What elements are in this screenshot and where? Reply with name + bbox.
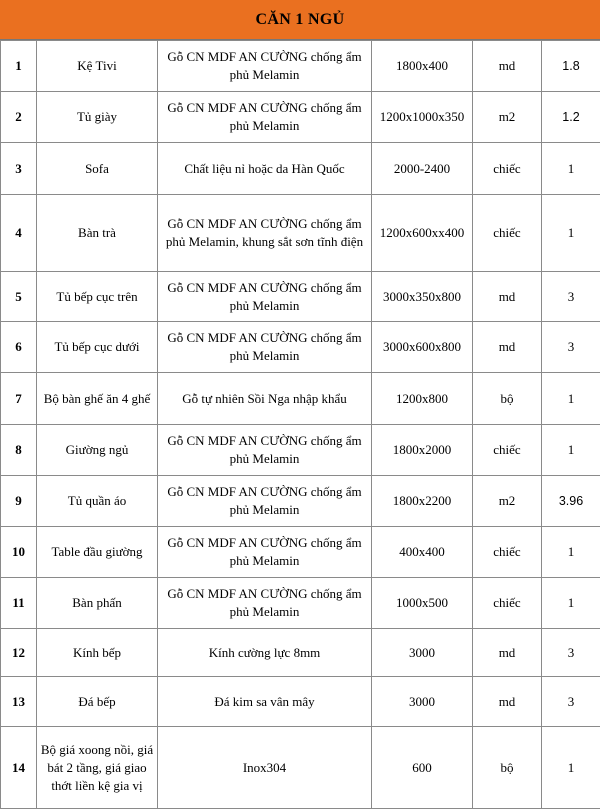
table-row — [1, 629, 600, 677]
row-number: 3 — [1, 143, 37, 195]
table-row — [1, 425, 600, 476]
unit-cell: md — [473, 322, 542, 373]
quantity-cell: 1 — [542, 727, 600, 809]
material-cell: Gỗ CN MDF AN CƯỜNG chống ẩm phủ Melamin — [158, 527, 372, 578]
table-row — [1, 677, 600, 727]
item-name: Kính bếp — [37, 629, 158, 677]
material-cell: Gỗ CN MDF AN CƯỜNG chống ẩm phủ Melamin — [158, 322, 372, 373]
table-row — [1, 92, 600, 143]
row-number: 10 — [1, 527, 37, 578]
row-number: 7 — [1, 373, 37, 425]
unit-cell: chiếc — [473, 143, 542, 195]
quantity-cell: 3 — [542, 677, 600, 727]
unit-cell: bộ — [473, 727, 542, 809]
material-cell: Gỗ CN MDF AN CƯỜNG chống ẩm phủ Melamin — [158, 272, 372, 322]
unit-cell: md — [473, 677, 542, 727]
quantity-cell: 1 — [542, 425, 600, 476]
size-cell: 600 — [372, 727, 473, 809]
unit-cell: bộ — [473, 373, 542, 425]
row-number: 14 — [1, 727, 37, 809]
quantity-cell: 3 — [542, 322, 600, 373]
material-cell: Gỗ CN MDF AN CƯỜNG chống ẩm phủ Melamin, khung sắt sơn tĩnh điện — [158, 195, 372, 272]
table-row — [1, 143, 600, 195]
item-name: Giường ngủ — [37, 425, 158, 476]
item-name: Tủ giày — [37, 92, 158, 143]
quantity-cell: 3 — [542, 629, 600, 677]
row-number: 8 — [1, 425, 37, 476]
table-row — [1, 41, 600, 92]
size-cell: 1200x800 — [372, 373, 473, 425]
table-row — [1, 727, 600, 809]
quantity-cell: 1 — [542, 527, 600, 578]
row-number: 9 — [1, 476, 37, 527]
quantity-cell: 1 — [542, 578, 600, 629]
size-cell: 3000x600x800 — [372, 322, 473, 373]
unit-cell: m2 — [473, 476, 542, 527]
sheet-title: CĂN 1 NGỦ — [0, 0, 600, 40]
quantity-cell: 1 — [542, 143, 600, 195]
size-cell: 3000 — [372, 677, 473, 727]
item-name: Kệ Tivi — [37, 41, 158, 92]
row-number: 4 — [1, 195, 37, 272]
size-cell: 1200x600xx400 — [372, 195, 473, 272]
material-cell: Kính cường lực 8mm — [158, 629, 372, 677]
size-cell: 1000x500 — [372, 578, 473, 629]
item-name: Bàn trà — [37, 195, 158, 272]
table-row — [1, 373, 600, 425]
item-name: Table đầu giường — [37, 527, 158, 578]
furniture-table — [0, 40, 600, 809]
material-cell: Gỗ CN MDF AN CƯỜNG chống ẩm phủ Melamin — [158, 425, 372, 476]
unit-cell: chiếc — [473, 527, 542, 578]
unit-cell: chiếc — [473, 578, 542, 629]
row-number: 6 — [1, 322, 37, 373]
material-cell: Gỗ CN MDF AN CƯỜNG chống ẩm phủ Melamin — [158, 476, 372, 527]
quantity-cell: 1.8 — [542, 41, 600, 92]
item-name: Tủ bếp cục trên — [37, 272, 158, 322]
unit-cell: md — [473, 272, 542, 322]
item-name: Tủ quần áo — [37, 476, 158, 527]
size-cell: 400x400 — [372, 527, 473, 578]
material-cell: Gỗ CN MDF AN CƯỜNG chống ẩm phủ Melamin — [158, 578, 372, 629]
size-cell: 1800x2000 — [372, 425, 473, 476]
row-number: 12 — [1, 629, 37, 677]
table-row — [1, 195, 600, 272]
material-cell: Đá kim sa vân mây — [158, 677, 372, 727]
size-cell: 1200x1000x350 — [372, 92, 473, 143]
row-number: 1 — [1, 41, 37, 92]
unit-cell: m2 — [473, 92, 542, 143]
material-cell: Gỗ CN MDF AN CƯỜNG chống ẩm phủ Melamin — [158, 92, 372, 143]
material-cell: Inox304 — [158, 727, 372, 809]
material-cell: Chất liệu nỉ hoặc da Hàn Quốc — [158, 143, 372, 195]
quantity-cell: 3.96 — [542, 476, 600, 527]
item-name: Bộ bàn ghế ăn 4 ghế — [37, 373, 158, 425]
unit-cell: md — [473, 41, 542, 92]
item-name: Tủ bếp cục dưới — [37, 322, 158, 373]
table-row — [1, 476, 600, 527]
size-cell: 3000x350x800 — [372, 272, 473, 322]
size-cell: 2000-2400 — [372, 143, 473, 195]
quantity-cell: 1.2 — [542, 92, 600, 143]
quantity-cell: 1 — [542, 195, 600, 272]
table-row — [1, 527, 600, 578]
size-cell: 1800x2200 — [372, 476, 473, 527]
row-number: 11 — [1, 578, 37, 629]
table-row — [1, 578, 600, 629]
unit-cell: md — [473, 629, 542, 677]
material-cell: Gỗ CN MDF AN CƯỜNG chống ẩm phủ Melamin — [158, 41, 372, 92]
unit-cell: chiếc — [473, 195, 542, 272]
quantity-cell: 3 — [542, 272, 600, 322]
quantity-cell: 1 — [542, 373, 600, 425]
table-row — [1, 322, 600, 373]
unit-cell: chiếc — [473, 425, 542, 476]
size-cell: 3000 — [372, 629, 473, 677]
row-number: 2 — [1, 92, 37, 143]
item-name: Bàn phấn — [37, 578, 158, 629]
row-number: 13 — [1, 677, 37, 727]
row-number: 5 — [1, 272, 37, 322]
item-name: Bộ giá xoong nồi, giá bát 2 tầng, giá giao thớt liền kệ gia vị — [37, 727, 158, 809]
size-cell: 1800x400 — [372, 41, 473, 92]
item-name: Sofa — [37, 143, 158, 195]
item-name: Đá bếp — [37, 677, 158, 727]
table-body — [1, 41, 600, 809]
table-row — [1, 272, 600, 322]
material-cell: Gỗ tự nhiên Sồi Nga nhập khẩu — [158, 373, 372, 425]
